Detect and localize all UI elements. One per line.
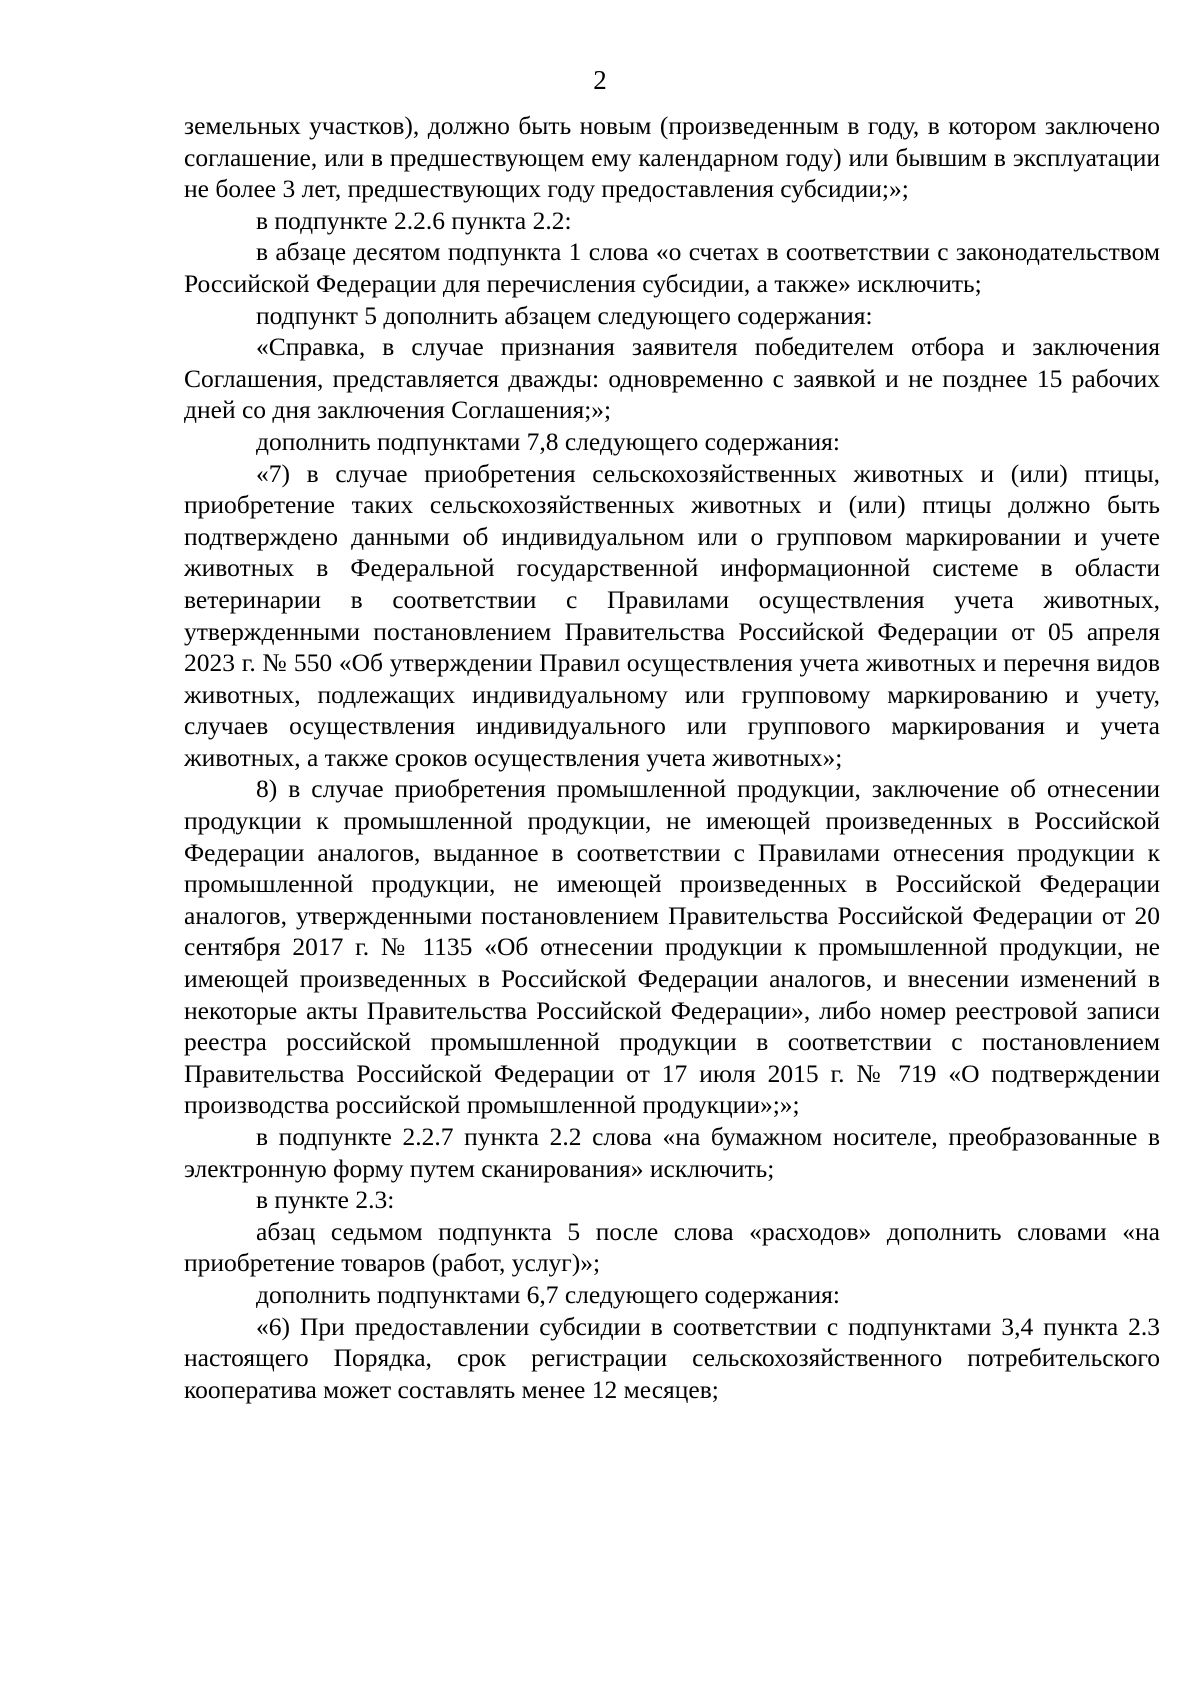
paragraph: дополнить подпунктами 7,8 следующего содержания: — [256, 426, 840, 456]
paragraph: в абзаце десятом подпункта 1 слова «о счетах в соответствии с законодательством Российской Федерации для перечисления субсидии, а также» исключить; — [184, 237, 1160, 298]
paragraph: в подпункте 2.2.6 пункта 2.2: — [256, 205, 572, 235]
document-body — [184, 110, 1160, 1405]
paragraph: дополнить подпунктами 6,7 следующего содержания: — [256, 1279, 840, 1309]
paragraph-continuation: земельных участков), должно быть новым (произведенным в году, в котором заключено соглашение, или в предшествующем ему календарном году) или бывшим в эксплуатации не более 3 лет, предшествующих году предоставления субсидии;»; — [184, 111, 1160, 204]
paragraph: 8) в случае приобретения промышленной продукции, заключение об отнесении продукции к промышленной продукции, не имеющей произведенных в Российской Федерации аналогов, выданное в соответствии с Правилами отнесения продукции к промышленной продукции, не имеющей произведенных в Российской Федерации аналогов, утвержденными постановлением Правительства Российской Федерации от 20 сентября 2017 г. № 1135 «Об отнесении продукции к промышленной продукции, не имеющей произведенных в Российской Федерации аналогов, и внесении изменений в некоторые акты Правительства Российской Федерации», либо номер реестровой записи реестра российской промышленной продукции в соответствии с постановлением Правительства Российской Федерации от 17 июля 2015 г. № 719 «О подтверждении производства российской промышленной продукции»;»; — [184, 774, 1160, 1120]
paragraph: «6) При предоставлении субсидии в соответствии с подпунктами 3,4 пункта 2.3 настоящего Порядка, срок регистрации сельскохозяйственного потребительского кооператива может составлять менее 12 месяцев; — [184, 1311, 1160, 1404]
paragraph: «7) в случае приобретения сельскохозяйственных животных и (или) птицы, приобретение таких сельскохозяйственных животных и (или) птицы должно быть подтверждено данными об индивидуальном или о групповом маркировании и учете животных в Федеральной государственной информационной системе в области ветеринарии в соответствии с Правилами осуществления учета животных, утвержденными постановлением Правительства Российской Федерации от 05 апреля 2023 г. № 550 «Об утверждении Правил осуществления учета животных и перечня видов животных, подлежащих индивидуальному или групповому маркированию и учету, случаев осуществления индивидуального или группового маркирования и учета животных, а также сроков осуществления учета животных»; — [184, 458, 1160, 772]
paragraph: «Справка, в случае признания заявителя победителем отбора и заключения Соглашения, представляется дважды: одновременно с заявкой и не позднее 15 рабочих дней со дня заключения Соглашения;»; — [184, 332, 1160, 425]
paragraph: подпункт 5 дополнить абзацем следующего содержания: — [256, 300, 873, 330]
page-number: 2 — [593, 65, 607, 95]
paragraph: в подпункте 2.2.7 пункта 2.2 слова «на бумажном носителе, преобразованные в электронную форму путем сканирования» исключить; — [184, 1122, 1160, 1183]
paragraph: в пункте 2.3: — [256, 1185, 395, 1215]
paragraph: абзац седьмом подпункта 5 после слова «расходов» дополнить словами «на приобретение товаров (работ, услуг)»; — [184, 1216, 1160, 1278]
